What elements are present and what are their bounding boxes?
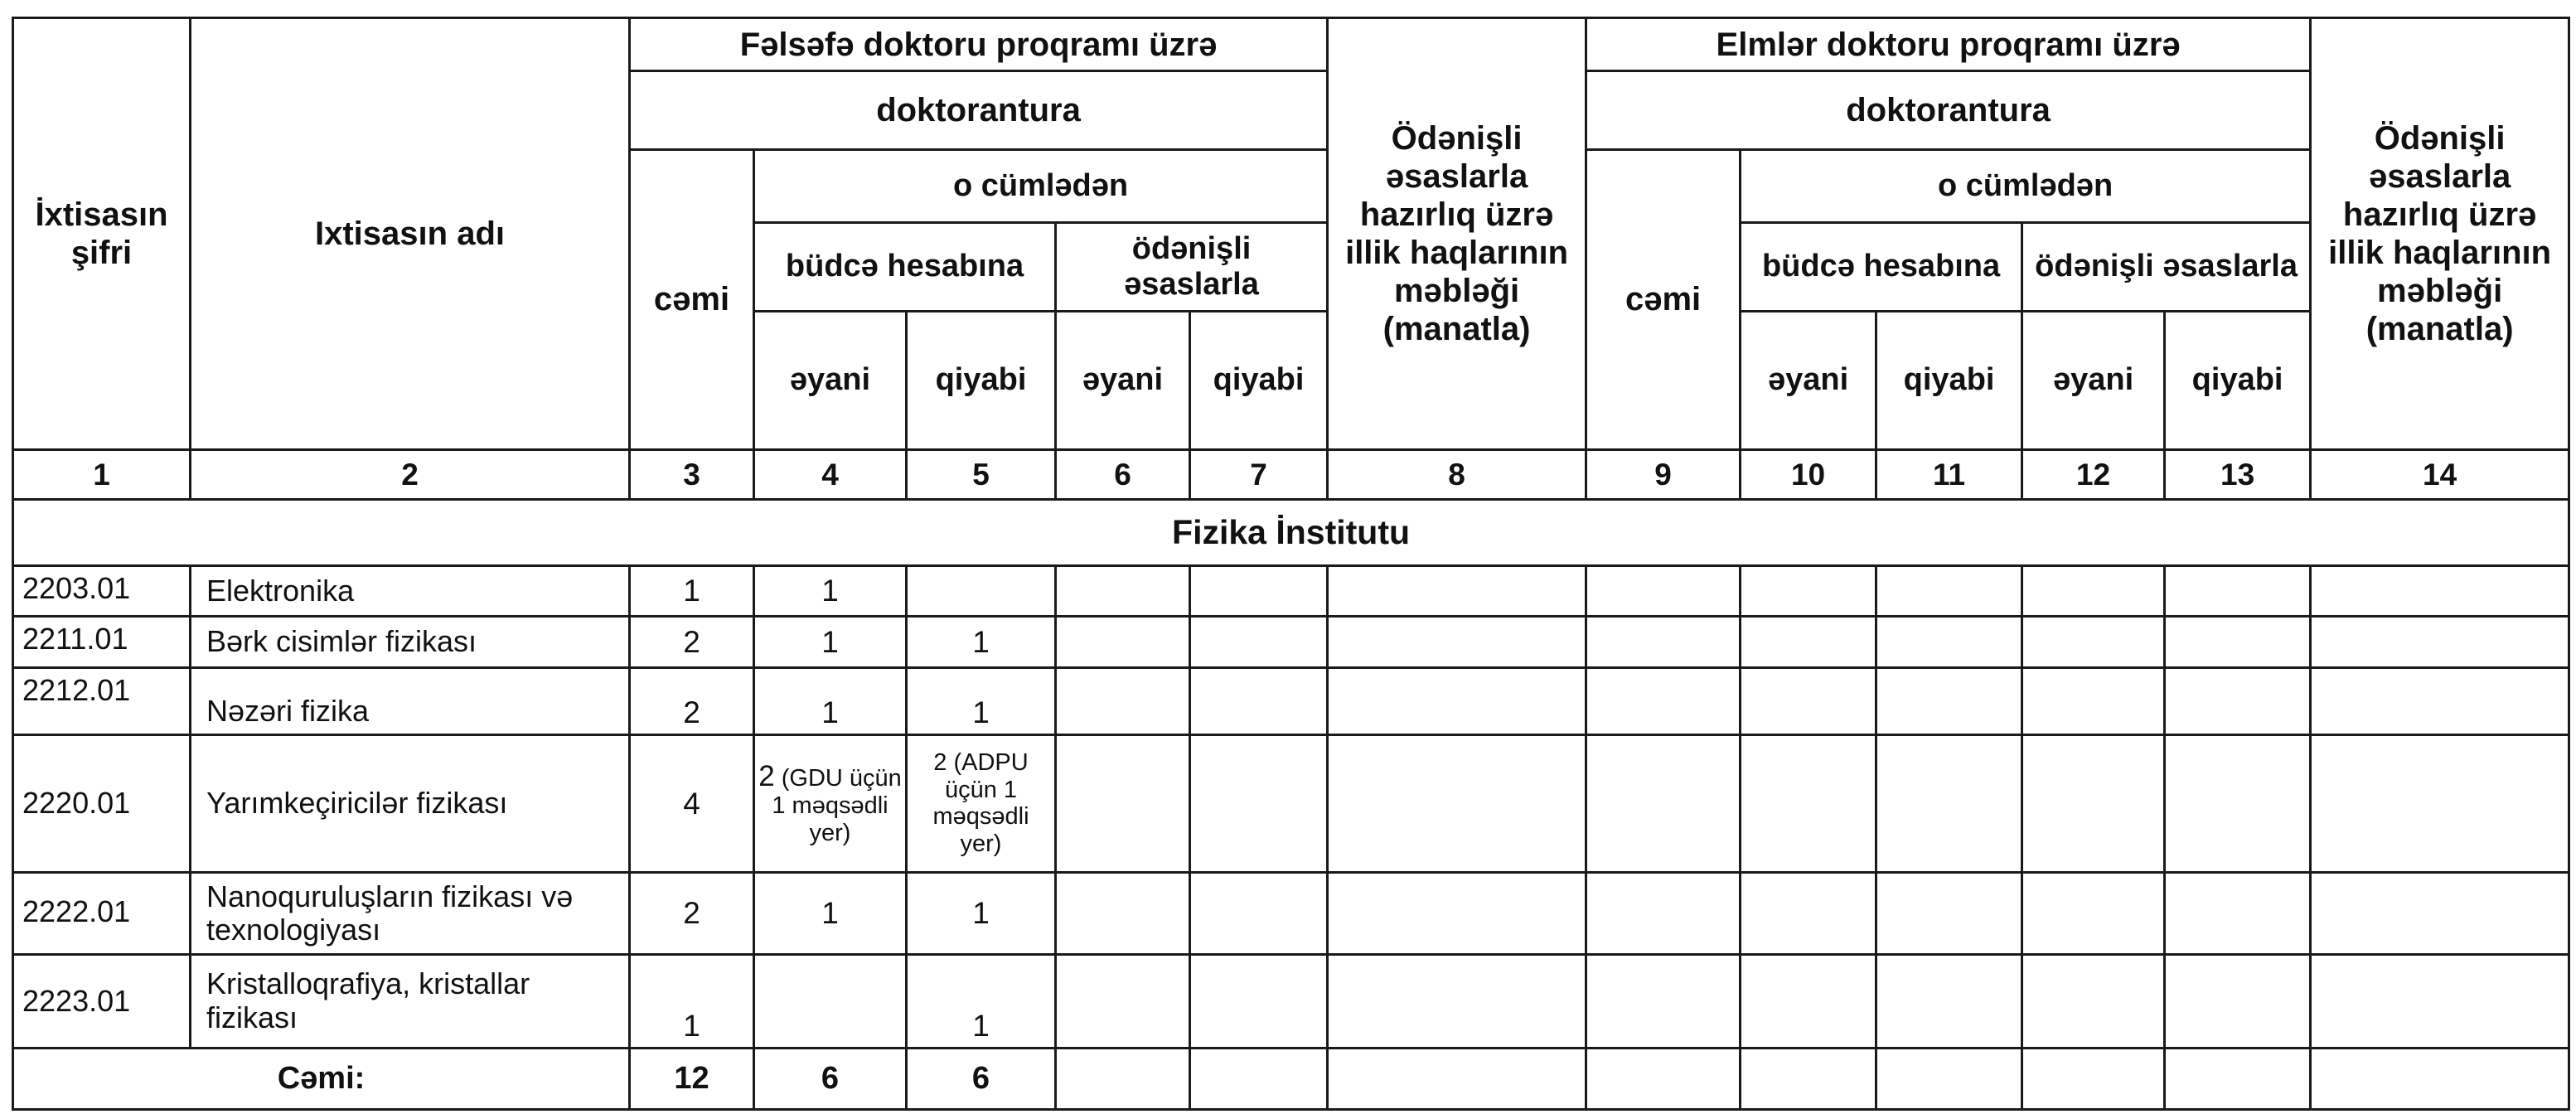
empty-cell	[1586, 873, 1741, 955]
specialty-code: 2212.01	[13, 668, 191, 734]
empty-cell	[2165, 1048, 2311, 1109]
specialty-name: Nanoquruluşların fizikası və texnologiyası	[191, 873, 630, 955]
header-sci-including: o cümlədən	[1741, 149, 2311, 222]
column-number: 6	[1056, 449, 1190, 499]
totals-label: Cəmi:	[13, 1048, 630, 1109]
table-row	[13, 873, 2569, 955]
column-number: 9	[1586, 449, 1741, 499]
empty-cell	[1328, 954, 1586, 1048]
specialty-name: Bərk cisimlər fizikası	[191, 616, 630, 667]
header-sci-budget-fulltime: əyani	[1741, 311, 1876, 449]
specialty-code: 2222.01	[13, 873, 191, 955]
empty-cell	[1328, 668, 1586, 734]
admission-plan-table	[12, 17, 2570, 1111]
empty-cell	[1190, 566, 1328, 616]
column-number: 3	[630, 449, 754, 499]
empty-cell	[1741, 954, 1876, 1048]
specialty-code: 2203.01	[13, 566, 191, 616]
column-number: 5	[907, 449, 1056, 499]
column-number: 8	[1328, 449, 1586, 499]
empty-cell	[2311, 734, 2569, 873]
empty-cell	[1876, 668, 2022, 734]
empty-cell	[1741, 734, 1876, 873]
header-sci-total: cəmi	[1586, 149, 1741, 449]
table-row	[13, 668, 2569, 734]
empty-cell	[1876, 1048, 2022, 1109]
budget-fulltime-count: 2	[758, 759, 775, 792]
empty-cell	[2165, 734, 2311, 873]
empty-cell	[2022, 873, 2165, 955]
empty-cell	[2165, 873, 2311, 955]
empty-cell	[1056, 668, 1190, 734]
empty-cell	[1741, 566, 1876, 616]
header-phd-doctorate: doktorantura	[630, 71, 1328, 150]
institute-title: Fizika İnstitutu	[13, 500, 2569, 566]
specialty-code: 2223.01	[13, 954, 191, 1048]
header-phd-budget-fulltime: əyani	[754, 311, 907, 449]
column-number: 4	[754, 449, 907, 499]
empty-cell	[2165, 616, 2311, 667]
empty-cell	[1328, 566, 1586, 616]
table-row	[13, 734, 2569, 873]
column-number: 1	[13, 449, 191, 499]
empty-cell	[2311, 616, 2569, 667]
empty-cell	[2311, 566, 2569, 616]
empty-cell	[1876, 873, 2022, 955]
empty-cell	[1056, 734, 1190, 873]
empty-cell	[2022, 1048, 2165, 1109]
header-sci-fee-col: Ödənişli əsaslarla hazırlıq üzrə illik haqlarının məbləği (manatla)	[2311, 18, 2569, 450]
empty-cell	[1741, 1048, 1876, 1109]
empty-cell	[1586, 668, 1741, 734]
header-sci-paid-fulltime: əyani	[2022, 311, 2165, 449]
table-row	[13, 616, 2569, 667]
empty-cell	[1741, 616, 1876, 667]
totals-budget-fulltime: 6	[754, 1048, 907, 1109]
header-phd-paid: ödənişli əsaslarla	[1056, 223, 1328, 312]
specialty-name: Kristalloqrafiya, kristallar fizikası	[191, 954, 630, 1048]
empty-cell	[1056, 1048, 1190, 1109]
empty-cell	[1056, 873, 1190, 955]
empty-cell	[1328, 1048, 1586, 1109]
empty-cell	[1586, 954, 1741, 1048]
empty-cell	[2311, 668, 2569, 734]
phd-total-cell: 1	[630, 566, 754, 616]
phd-budget-fulltime-cell	[754, 954, 907, 1048]
empty-cell	[1190, 873, 1328, 955]
specialty-code: 2211.01	[13, 616, 191, 667]
column-number: 13	[2165, 449, 2311, 499]
phd-budget-fulltime-cell: 1	[754, 873, 907, 955]
empty-cell	[1190, 734, 1328, 873]
header-sci-paid: ödənişli əsaslarla	[2022, 223, 2311, 312]
empty-cell	[1056, 616, 1190, 667]
empty-cell	[1586, 734, 1741, 873]
empty-cell	[1056, 566, 1190, 616]
header-sci-program: Elmlər doktoru proqramı üzrə	[1586, 18, 2311, 71]
empty-cell	[1586, 1048, 1741, 1109]
budget-fulltime-note: (GDU üçün 1 məqsədli yer)	[772, 764, 902, 847]
header-phd-budget: büdcə hesabına	[754, 223, 1056, 312]
empty-cell	[1190, 616, 1328, 667]
header-phd-program: Fəlsəfə doktoru proqramı üzrə	[630, 18, 1328, 71]
empty-cell	[1190, 668, 1328, 734]
phd-total-cell: 4	[630, 734, 754, 873]
empty-cell	[2165, 566, 2311, 616]
empty-cell	[1586, 566, 1741, 616]
column-number: 11	[1876, 449, 2022, 499]
empty-cell	[1328, 873, 1586, 955]
header-code-col: İxtisasın şifri	[13, 18, 191, 450]
specialty-name: Nəzəri fizika	[191, 668, 630, 734]
phd-total-cell: 1	[630, 954, 754, 1048]
phd-budget-parttime-cell: 1	[907, 616, 1056, 667]
header-sci-budget-parttime: qiyabi	[1876, 311, 2022, 449]
empty-cell	[1876, 734, 2022, 873]
empty-cell	[1741, 873, 1876, 955]
column-number: 12	[2022, 449, 2165, 499]
empty-cell	[1876, 566, 2022, 616]
empty-cell	[1056, 954, 1190, 1048]
phd-budget-fulltime-cell	[754, 734, 907, 873]
empty-cell	[1586, 616, 1741, 667]
column-number: 10	[1741, 449, 1876, 499]
header-phd-fee-col: Ödənişli əsaslarla hazırlıq üzrə illik haqlarının məbləği (manatla)	[1328, 18, 1586, 450]
budget-parttime-note: (ADPU üçün 1 məqsədli yer)	[932, 748, 1029, 858]
phd-total-cell: 2	[630, 668, 754, 734]
specialty-name: Elektronika	[191, 566, 630, 616]
phd-budget-parttime-cell: 1	[907, 873, 1056, 955]
table-row	[13, 566, 2569, 616]
header-phd-paid-parttime: qiyabi	[1190, 311, 1328, 449]
empty-cell	[1328, 616, 1586, 667]
empty-cell	[2022, 668, 2165, 734]
empty-cell	[1190, 1048, 1328, 1109]
empty-cell	[1190, 954, 1328, 1048]
empty-cell	[1328, 734, 1586, 873]
empty-cell	[1741, 668, 1876, 734]
budget-parttime-count: 2	[933, 748, 947, 776]
phd-budget-fulltime-cell: 1	[754, 566, 907, 616]
phd-budget-fulltime-cell: 1	[754, 668, 907, 734]
header-phd-budget-parttime: qiyabi	[907, 311, 1056, 449]
empty-cell	[1876, 616, 2022, 667]
table-row	[13, 954, 2569, 1048]
header-sci-doctorate: doktorantura	[1586, 71, 2311, 150]
column-number: 2	[191, 449, 630, 499]
column-number: 14	[2311, 449, 2569, 499]
header-phd-paid-fulltime: əyani	[1056, 311, 1190, 449]
empty-cell	[2022, 734, 2165, 873]
empty-cell	[2165, 668, 2311, 734]
empty-cell	[2311, 1048, 2569, 1109]
totals-row	[13, 1048, 2569, 1109]
empty-cell	[2311, 954, 2569, 1048]
phd-budget-parttime-cell: 1	[907, 954, 1056, 1048]
specialty-name: Yarımkeçiricilər fizikası	[191, 734, 630, 873]
header-sci-budget: büdcə hesabına	[1741, 223, 2022, 312]
empty-cell	[2022, 566, 2165, 616]
column-number: 7	[1190, 449, 1328, 499]
empty-cell	[2022, 616, 2165, 667]
header-sci-paid-parttime: qiyabi	[2165, 311, 2311, 449]
header-phd-total: cəmi	[630, 149, 754, 449]
empty-cell	[2022, 954, 2165, 1048]
empty-cell	[2311, 873, 2569, 955]
empty-cell	[2165, 954, 2311, 1048]
phd-budget-fulltime-cell: 1	[754, 616, 907, 667]
header-name-col: Ixtisasın adı	[191, 18, 630, 450]
totals-budget-parttime: 6	[907, 1048, 1056, 1109]
header-phd-including: o cümlədən	[754, 149, 1328, 222]
phd-budget-parttime-cell: 1	[907, 668, 1056, 734]
phd-budget-parttime-cell	[907, 566, 1056, 616]
totals-phd-total: 12	[630, 1048, 754, 1109]
phd-total-cell: 2	[630, 873, 754, 955]
phd-budget-parttime-cell	[907, 734, 1056, 873]
phd-total-cell: 2	[630, 616, 754, 667]
empty-cell	[1876, 954, 2022, 1048]
specialty-code: 2220.01	[13, 734, 191, 873]
